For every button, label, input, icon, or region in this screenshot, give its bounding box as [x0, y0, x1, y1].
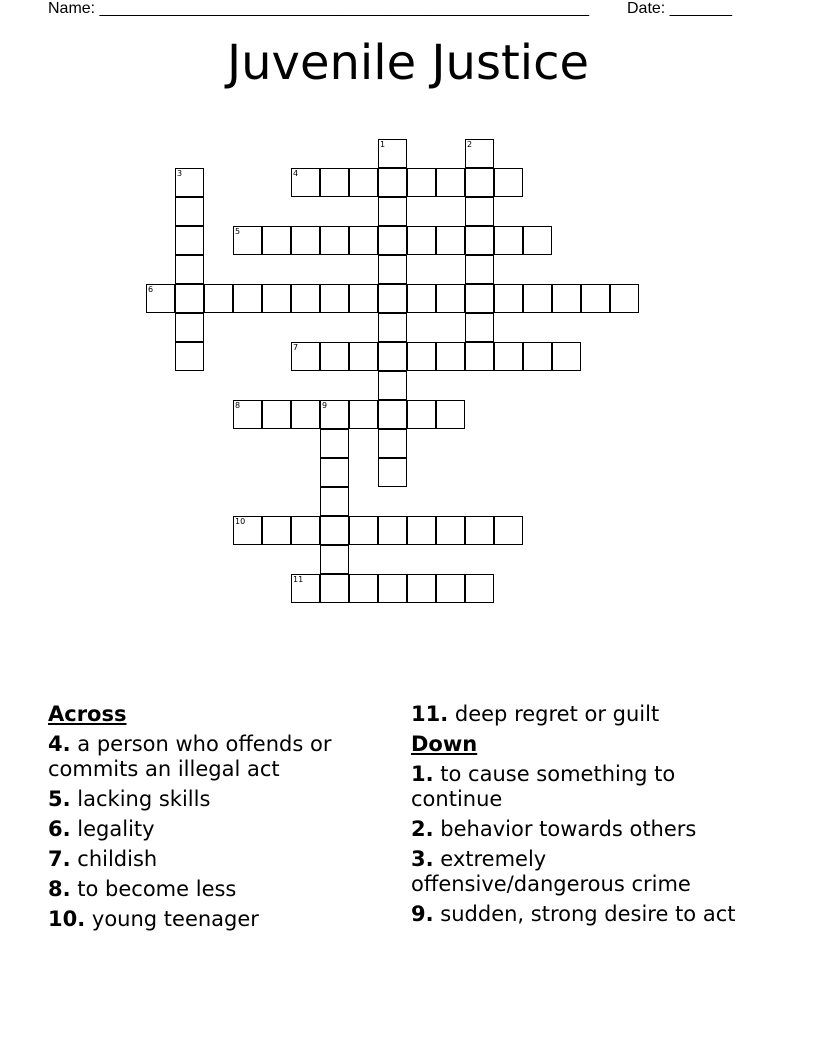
grid-cell[interactable] — [320, 284, 349, 313]
grid-cell[interactable] — [407, 342, 436, 371]
clue-number: 3. — [411, 847, 434, 871]
grid-cell[interactable] — [146, 284, 175, 313]
clue-down-3 — [411, 847, 751, 897]
grid-cell[interactable] — [233, 226, 262, 255]
date-field[interactable]: Date: _______ — [627, 0, 732, 17]
grid-cell[interactable] — [320, 487, 349, 516]
grid-cell[interactable] — [320, 342, 349, 371]
grid-cell[interactable] — [349, 168, 378, 197]
clue-number-label: 7 — [293, 343, 299, 352]
clue-number: 9. — [411, 902, 434, 926]
grid-cell[interactable] — [175, 168, 204, 197]
clue-number: 8. — [48, 877, 71, 901]
grid-cell[interactable] — [262, 284, 291, 313]
grid-cell[interactable] — [291, 168, 320, 197]
grid-cell[interactable] — [320, 545, 349, 574]
grid-cell[interactable] — [291, 516, 320, 545]
grid-cell[interactable] — [552, 284, 581, 313]
grid-cell[interactable] — [378, 574, 407, 603]
grid-cell[interactable] — [378, 371, 407, 400]
clue-across-4 — [48, 732, 378, 782]
grid-cell[interactable] — [436, 400, 465, 429]
clue-number-label: 9 — [322, 401, 328, 410]
grid-cell[interactable] — [175, 313, 204, 342]
down-heading: Down — [411, 732, 478, 756]
grid-cell[interactable] — [436, 226, 465, 255]
grid-cell[interactable] — [436, 516, 465, 545]
grid-cell[interactable] — [233, 400, 262, 429]
clue-across-11 — [411, 702, 751, 727]
grid-cell[interactable] — [378, 226, 407, 255]
grid-cell[interactable] — [378, 400, 407, 429]
clue-number-label: 8 — [235, 401, 241, 410]
grid-cell[interactable] — [175, 342, 204, 371]
grid-cell[interactable] — [465, 139, 494, 168]
grid-cell[interactable] — [436, 342, 465, 371]
clue-across-7 — [48, 847, 378, 872]
grid-cell[interactable] — [349, 284, 378, 313]
clue-number: 11. — [411, 702, 449, 726]
grid-cell[interactable] — [494, 284, 523, 313]
clue-number: 1. — [411, 762, 434, 786]
clue-text: behavior towards others — [440, 817, 697, 841]
grid-cell[interactable] — [349, 574, 378, 603]
grid-cell[interactable] — [465, 516, 494, 545]
across-heading: Across — [48, 702, 127, 726]
grid-cell[interactable] — [465, 255, 494, 284]
clue-number: 5. — [48, 787, 71, 811]
clue-down-9 — [411, 902, 751, 927]
grid-cell[interactable] — [291, 284, 320, 313]
clue-text: extremely offensive/dangerous crime — [411, 847, 691, 896]
clue-number-label: 4 — [293, 169, 299, 178]
grid-cell[interactable] — [378, 139, 407, 168]
clue-text: childish — [77, 847, 158, 871]
clue-text: lacking skills — [77, 787, 211, 811]
clue-across-6 — [48, 817, 378, 842]
grid-cell[interactable] — [320, 574, 349, 603]
clue-text: to become less — [77, 877, 237, 901]
clue-number-label: 10 — [235, 517, 246, 526]
grid-cell[interactable] — [378, 342, 407, 371]
grid-cell[interactable] — [494, 168, 523, 197]
clue-text: a person who offends or commits an illegal act — [48, 732, 332, 781]
grid-cell[interactable] — [204, 284, 233, 313]
grid-cell[interactable] — [262, 226, 291, 255]
grid-cell[interactable] — [465, 284, 494, 313]
grid-cell[interactable] — [465, 226, 494, 255]
grid-cell[interactable] — [610, 284, 639, 313]
grid-cell[interactable] — [407, 400, 436, 429]
grid-cell[interactable] — [349, 400, 378, 429]
clue-text: deep regret or guilt — [454, 702, 660, 726]
grid-cell[interactable] — [320, 458, 349, 487]
grid-cell[interactable] — [465, 342, 494, 371]
clue-number: 10. — [48, 907, 86, 931]
grid-cell[interactable] — [436, 168, 465, 197]
clue-text: young teenager — [91, 907, 259, 931]
grid-cell[interactable] — [378, 255, 407, 284]
clue-number-label: 6 — [148, 285, 154, 294]
grid-cell[interactable] — [378, 197, 407, 226]
grid-cell[interactable] — [436, 284, 465, 313]
grid-cell[interactable] — [233, 516, 262, 545]
grid-cell[interactable] — [494, 516, 523, 545]
clue-across-5 — [48, 787, 378, 812]
grid-cell[interactable] — [262, 516, 291, 545]
grid-cell[interactable] — [378, 313, 407, 342]
clue-text: sudden, strong desire to act — [440, 902, 736, 926]
grid-cell[interactable] — [581, 284, 610, 313]
grid-cell[interactable] — [494, 342, 523, 371]
clue-number: 4. — [48, 732, 71, 756]
grid-cell[interactable] — [378, 168, 407, 197]
clue-number: 6. — [48, 817, 71, 841]
grid-cell[interactable] — [465, 574, 494, 603]
grid-cell[interactable] — [320, 429, 349, 458]
grid-cell[interactable] — [349, 516, 378, 545]
grid-cell[interactable] — [552, 342, 581, 371]
grid-cell[interactable] — [262, 400, 291, 429]
grid-cell[interactable] — [523, 284, 552, 313]
grid-cell[interactable] — [407, 516, 436, 545]
grid-cell[interactable] — [320, 226, 349, 255]
grid-cell[interactable] — [378, 516, 407, 545]
grid-cell[interactable] — [465, 313, 494, 342]
clues-right-column — [411, 702, 751, 932]
clue-text: to cause something to continue — [411, 762, 676, 811]
grid-cell[interactable] — [407, 284, 436, 313]
name-field[interactable]: Name: _______________________________________________________ — [48, 0, 589, 17]
grid-cell[interactable] — [523, 342, 552, 371]
grid-cell[interactable] — [494, 226, 523, 255]
grid-cell[interactable] — [320, 400, 349, 429]
grid-cell[interactable] — [175, 197, 204, 226]
clue-across-8 — [48, 877, 378, 902]
grid-cell[interactable] — [320, 516, 349, 545]
grid-cell[interactable] — [436, 574, 465, 603]
page-title: Juvenile Justice — [226, 35, 590, 91]
grid-cell[interactable] — [291, 574, 320, 603]
grid-cell[interactable] — [320, 168, 349, 197]
clues-left-column — [48, 702, 378, 937]
grid-cell[interactable] — [465, 197, 494, 226]
grid-cell[interactable] — [175, 226, 204, 255]
grid-cell[interactable] — [523, 226, 552, 255]
clue-number: 7. — [48, 847, 71, 871]
grid-cell[interactable] — [291, 342, 320, 371]
clue-down-2 — [411, 817, 751, 842]
grid-cell[interactable] — [349, 342, 378, 371]
grid-cell[interactable] — [349, 226, 378, 255]
grid-cell[interactable] — [291, 226, 320, 255]
grid-cell[interactable] — [291, 400, 320, 429]
grid-cell[interactable] — [175, 255, 204, 284]
grid-cell[interactable] — [378, 429, 407, 458]
grid-cell[interactable] — [407, 574, 436, 603]
clue-down-1 — [411, 762, 751, 812]
grid-cell[interactable] — [378, 458, 407, 487]
grid-cell[interactable] — [378, 284, 407, 313]
clue-number-label: 11 — [293, 575, 304, 584]
clue-number: 2. — [411, 817, 434, 841]
clue-number-label: 2 — [467, 140, 473, 149]
grid-cell[interactable] — [233, 284, 262, 313]
grid-cell[interactable] — [175, 284, 204, 313]
grid-cell[interactable] — [407, 226, 436, 255]
clue-number-label: 3 — [177, 169, 183, 178]
clue-text: legality — [77, 817, 155, 841]
grid-cell[interactable] — [465, 168, 494, 197]
clue-across-10 — [48, 907, 378, 932]
clue-number-label: 5 — [235, 227, 241, 236]
grid-cell[interactable] — [407, 168, 436, 197]
clue-number-label: 1 — [380, 140, 386, 149]
